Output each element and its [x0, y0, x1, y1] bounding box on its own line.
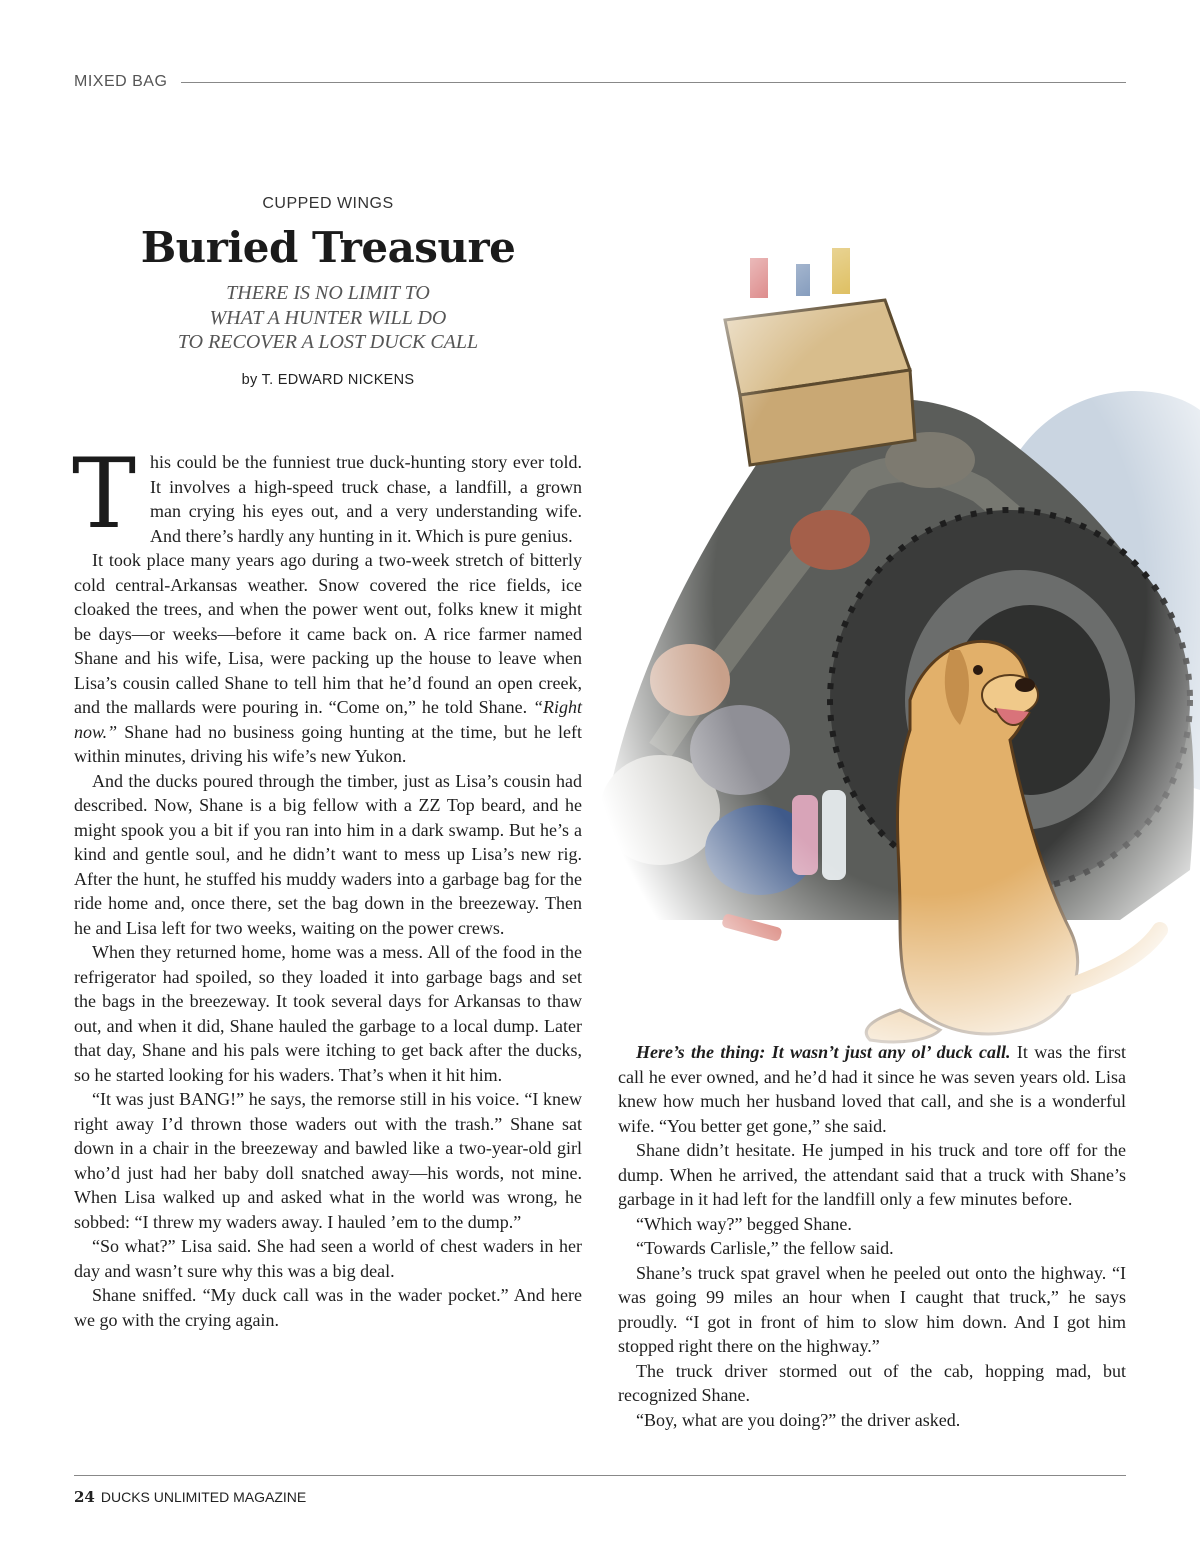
dog-landfill-illustration [600, 230, 1200, 1050]
deck-line: TO RECOVER A LOST DUCK CALL [177, 331, 479, 354]
deck-line: WHAT A HUNTER WILL DO [209, 306, 447, 329]
paragraph-text: his could be the funniest true duck-hunting story ever told. It involves a high-speed truck chase, a landfill, a grown man crying his eyes out, and a very understanding wife. And there’s hardly any hunting in it. Which is pure genius. [150, 452, 582, 546]
paragraph: Shane sniffed. “My duck call was in the wader pocket.” And here we go with the crying again. [74, 1285, 582, 1330]
page-footer [74, 1488, 306, 1506]
paragraph: “So what?” Lisa said. She had seen a world of chest waders in her day and wasn’t sure why this was a big deal. [74, 1236, 582, 1281]
paragraph: “It was just BANG!” he says, the remorse still in his voice. “I knew right away I’d thrown those waders out with the trash.” Shane sat down in a chair in the breezeway and bawled like a two-year-old girl who’d just had her baby doll snatched away—his words, not mine. When Lisa walked up and asked what in the world was wrong, he sobbed: “I threw my waders away. I hauled ’em to the dump.” [74, 1089, 582, 1232]
paragraph-text: It was the first call he ever owned, and he’d had it since he was seven years old. Lisa knew how much her husband loved that call, and she is a wonderful wife. “You better get gone,” she said. [618, 1042, 1126, 1136]
paragraph-text: Shane had no business going hunting at the time, but he left within minutes, driving his wife’s new Yukon. [74, 721, 582, 766]
section-label: MIXED BAG [74, 73, 168, 90]
publication-name: DUCKS UNLIMITED MAGAZINE [100, 1489, 307, 1505]
paragraph: “Towards Carlisle,” the fellow said. [636, 1238, 894, 1258]
paragraph: “Boy, what are you doing?” the driver asked. [636, 1409, 961, 1430]
paragraph: And the ducks poured through the timber, just as Lisa’s cousin had described. Now, Shane is a big fellow with a ZZ Top beard, and he might spook you a bit if you ran into him in a dark swamp. But he’s a kind and gentle soul, and he didn’t want to mess up Lisa’s new rig. After the hunt, he stuffed his muddy waders into a garbage bag for the ride home and, once there, set the bag down in the breezeway. Then he and Lisa left for two weeks, waiting on the power crews. [74, 770, 582, 938]
article-column-right [618, 1040, 1126, 1432]
drop-cap: T [72, 438, 137, 550]
paragraph: Shane’s truck spat gravel when he peeled out onto the highway. “I was going 99 miles an hour when I caught that truck,” he says proudly. “I got in front of him to slow him down. And I got him stopped right there on the highway.” [618, 1262, 1126, 1356]
paragraph: The truck driver stormed out of the cab, hopping mad, but recognized Shane. [618, 1360, 1126, 1405]
lead-in: Here’s the thing: It wasn’t just any ol’ duck call. [636, 1042, 1011, 1062]
section-header [74, 70, 1126, 94]
paragraph: Shane didn’t hesitate. He jumped in his truck and tore off for the dump. When he arrived, the attendant said that a truck with Shane’s garbage in it had left for the landfill only a few minutes before. [618, 1140, 1126, 1209]
deck [74, 281, 582, 355]
header-rule [181, 82, 1126, 83]
italic-quote: “Right now.” [74, 697, 582, 742]
byline: by T. EDWARD NICKENS [241, 371, 415, 388]
paragraph: “Which way?” begged Shane. [636, 1213, 852, 1234]
article-title: Buried Treasure [140, 223, 516, 272]
paragraph-text: It took place many years ago during a two-week stretch of bitterly cold central-Arkansas weather. Snow covered the rice fields, ice cloaked the trees, and when the power went out, folks knew it might be days—or weeks—before it came back on. A rice farmer named Shane and his wife, Lisa, were packing up the house to leave when Lisa’s cousin called Shane to tell him that he’d found an open creek, and the mallards were pouring in. “Come on,” he told Shane. [74, 550, 582, 717]
deck-line: THERE IS NO LIMIT TO [226, 282, 430, 305]
paragraph [74, 548, 582, 769]
paragraph [72, 438, 582, 550]
article-heading [74, 190, 582, 388]
footer-rule [74, 1475, 1126, 1476]
kicker: CUPPED WINGS [262, 195, 394, 212]
page-number: 24 [74, 1488, 95, 1506]
paragraph: When they returned home, home was a mess. All of the food in the refrigerator had spoiled, so they loaded it into garbage bags and set the bags in the breezeway. It took several days for Arkansas to thaw out, and when it did, Shane hauled the garbage to a local dump. Later that day, Shane and his pals were itching to get back after the ducks, so he started looking for his waders. That’s when it hit him. [74, 942, 582, 1085]
paragraph [618, 1040, 1126, 1138]
article-column-left [72, 438, 582, 1332]
